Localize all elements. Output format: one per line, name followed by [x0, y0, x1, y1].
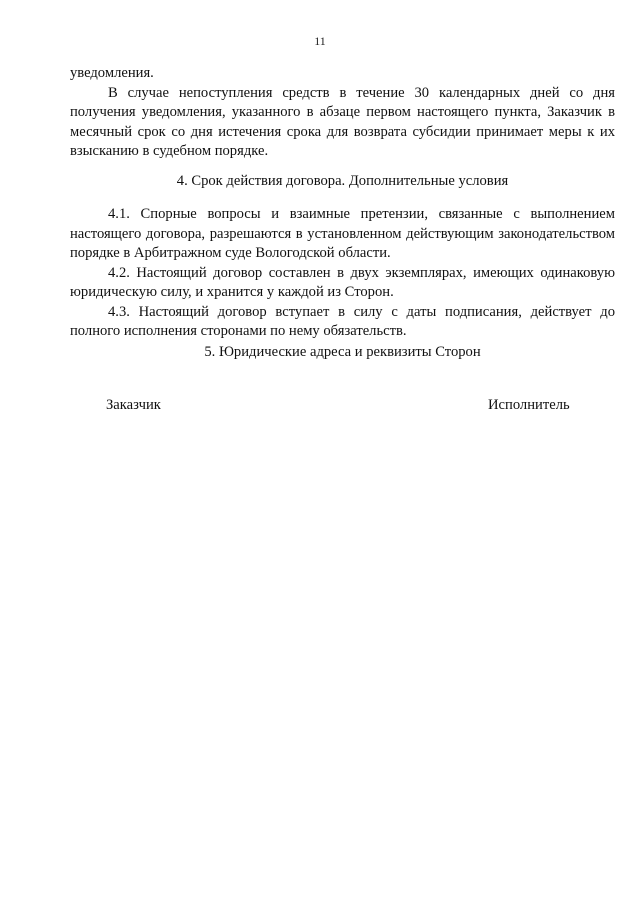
section3-tail [70, 64, 615, 162]
page-number: 11 [314, 34, 326, 48]
section5-heading: 5. Юридические адреса и реквизиты Сторон [204, 344, 481, 360]
contractor-signature-label: Исполнитель [488, 397, 570, 413]
section4-body [70, 205, 615, 342]
clause-4-2: 4.2. Настоящий договор составлен в двух экземплярах, имеющих одинаковую юридическую силу, и хранится у каждой из Сторон. [70, 264, 615, 300]
section4-heading: 4. Срок действия договора. Дополнительные условия [176, 173, 509, 189]
clause-4-1: 4.1. Спорные вопросы и взаимные претензии, связанные с выполнением настоящего договора, разрешаются в установленном действующим законодательством порядке в Арбитражном суде Вологодской области. [70, 206, 615, 261]
paragraph-nonpayment: В случае непоступления средств в течение 30 календарных дней со дня получения уведомления, указанного в абзаце первом настоящего пункта, Заказчик в месячный срок со дня истечения срока для возврата субсидии принимает меры к их взысканию в судебном порядке. [70, 84, 615, 159]
paragraph-notification-end: уведомления. [70, 65, 154, 81]
clause-4-3: 4.3. Настоящий договор вступает в силу с даты подписания, действует до полного исполнения сторонами по нему обязательств. [70, 303, 615, 339]
customer-signature-label: Заказчик [106, 397, 161, 413]
